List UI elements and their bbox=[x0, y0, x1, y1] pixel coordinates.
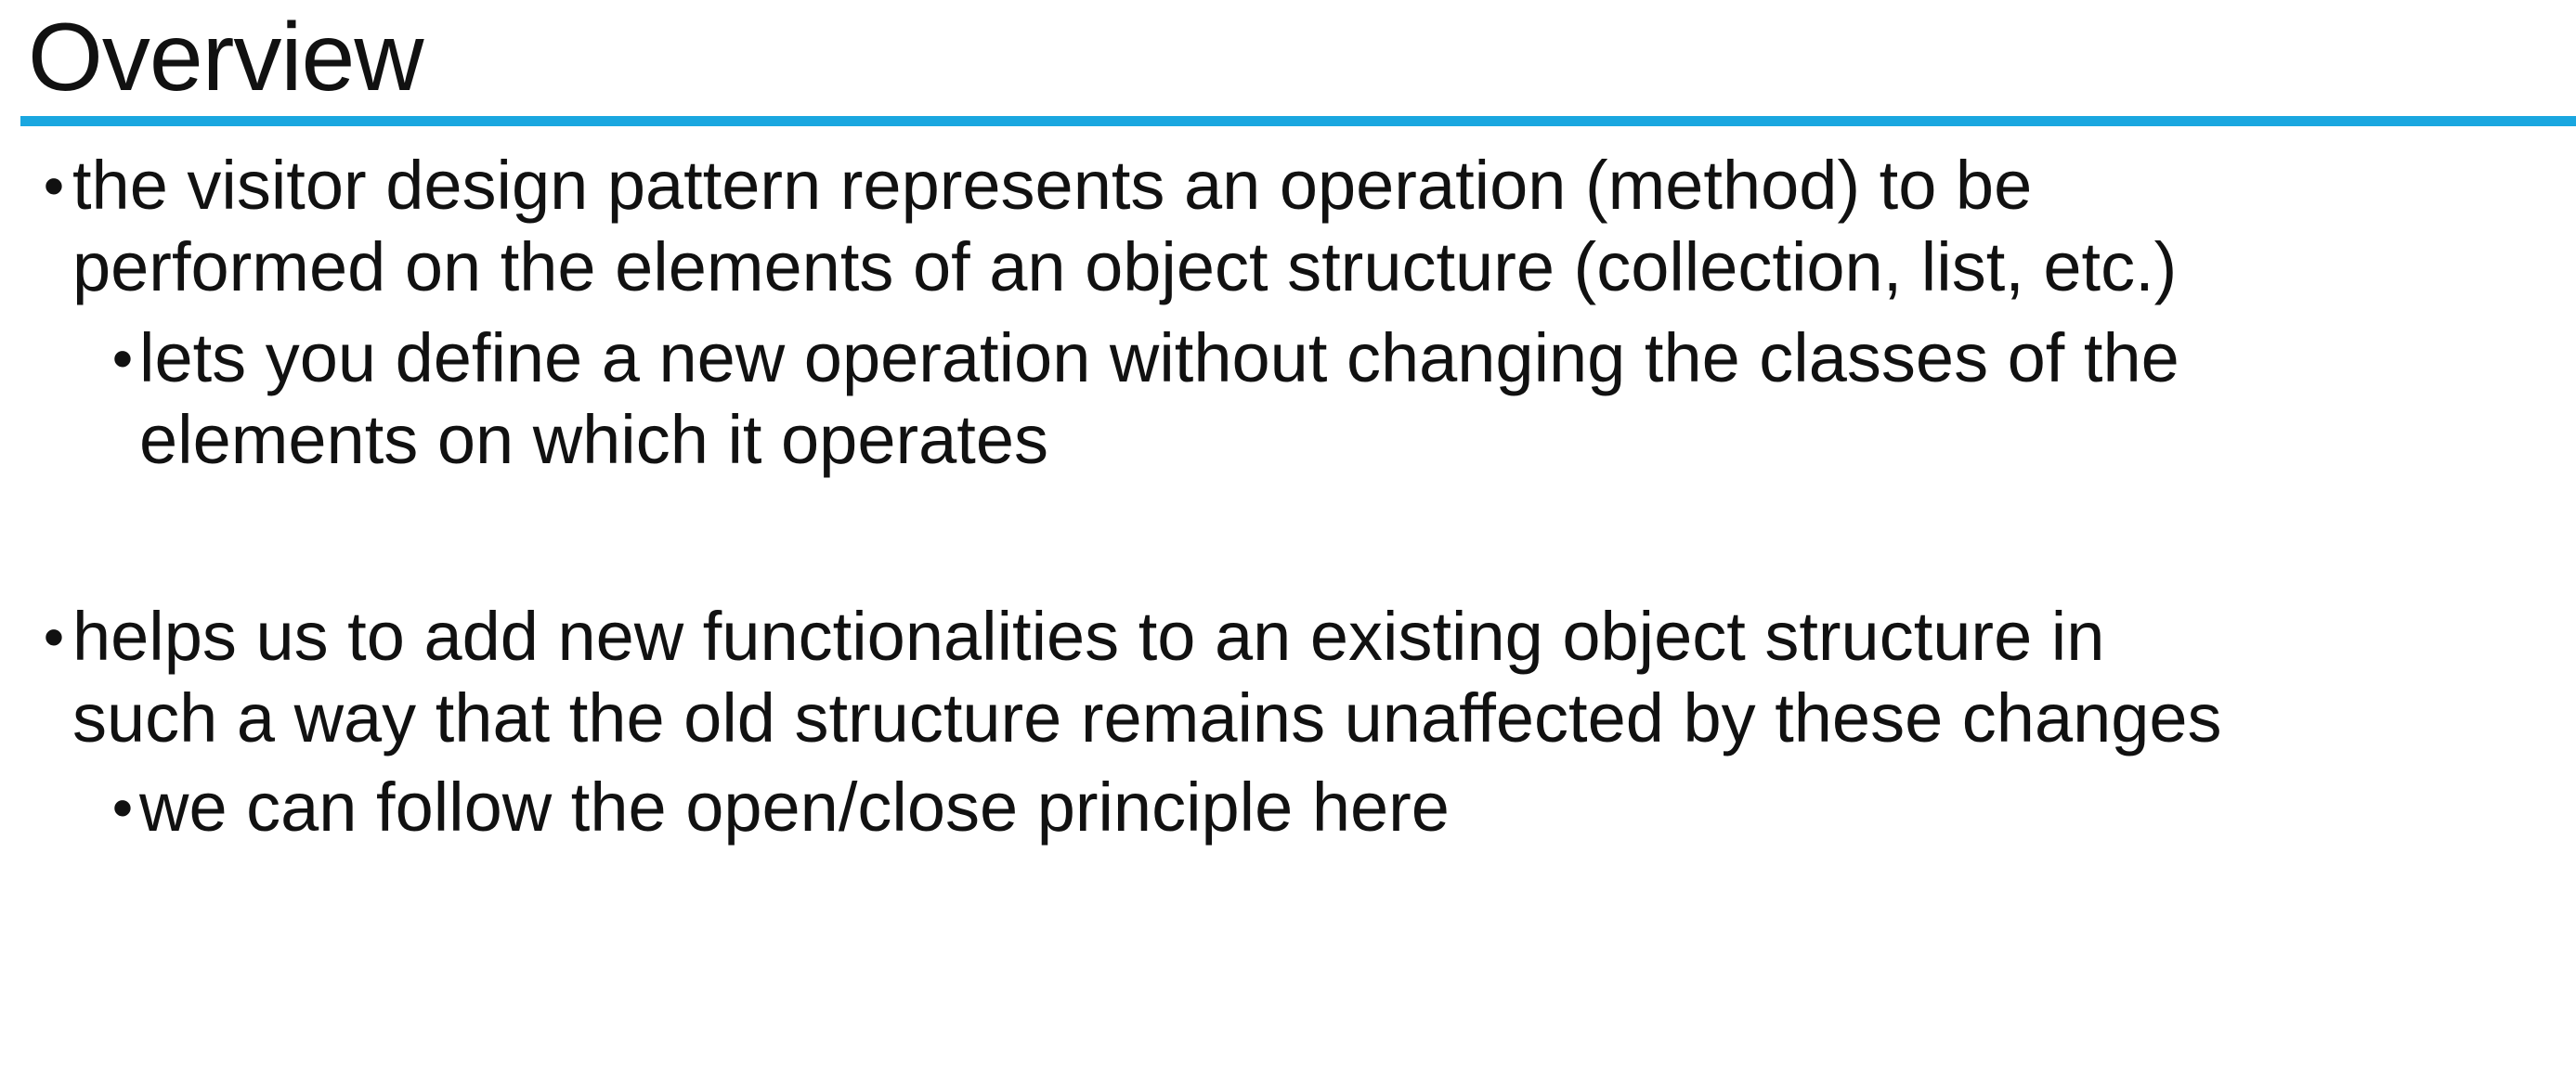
bullet-item bbox=[43, 145, 2178, 308]
bullet-line: such a way that the old structure remains unaffected by these changes bbox=[72, 679, 2222, 756]
bullet-item bbox=[43, 596, 2222, 759]
bullet-dot-icon: • bbox=[43, 152, 65, 219]
sub-bullet-item bbox=[111, 767, 1450, 848]
bullet-line: helps us to add new functionalities to an existing object structure in bbox=[72, 598, 2105, 675]
bullet-dot-icon: • bbox=[111, 325, 134, 392]
sub-bullet-item bbox=[111, 317, 2179, 481]
bullet-line: elements on which it operates bbox=[139, 401, 1048, 478]
bullet-line: we can follow the open/close principle here bbox=[139, 769, 1450, 846]
bullet-line: performed on the elements of an object structure (collection, list, etc.) bbox=[72, 228, 2178, 305]
bullet-dot-icon: • bbox=[111, 774, 134, 841]
bullet-line: the visitor design pattern represents an operation (method) to be bbox=[72, 147, 2033, 224]
slide-title: Overview bbox=[28, 4, 423, 111]
title-underline-rule bbox=[20, 116, 2576, 126]
bullet-line: lets you define a new operation without changing the classes of the bbox=[139, 319, 2179, 396]
bullet-dot-icon: • bbox=[43, 603, 65, 670]
